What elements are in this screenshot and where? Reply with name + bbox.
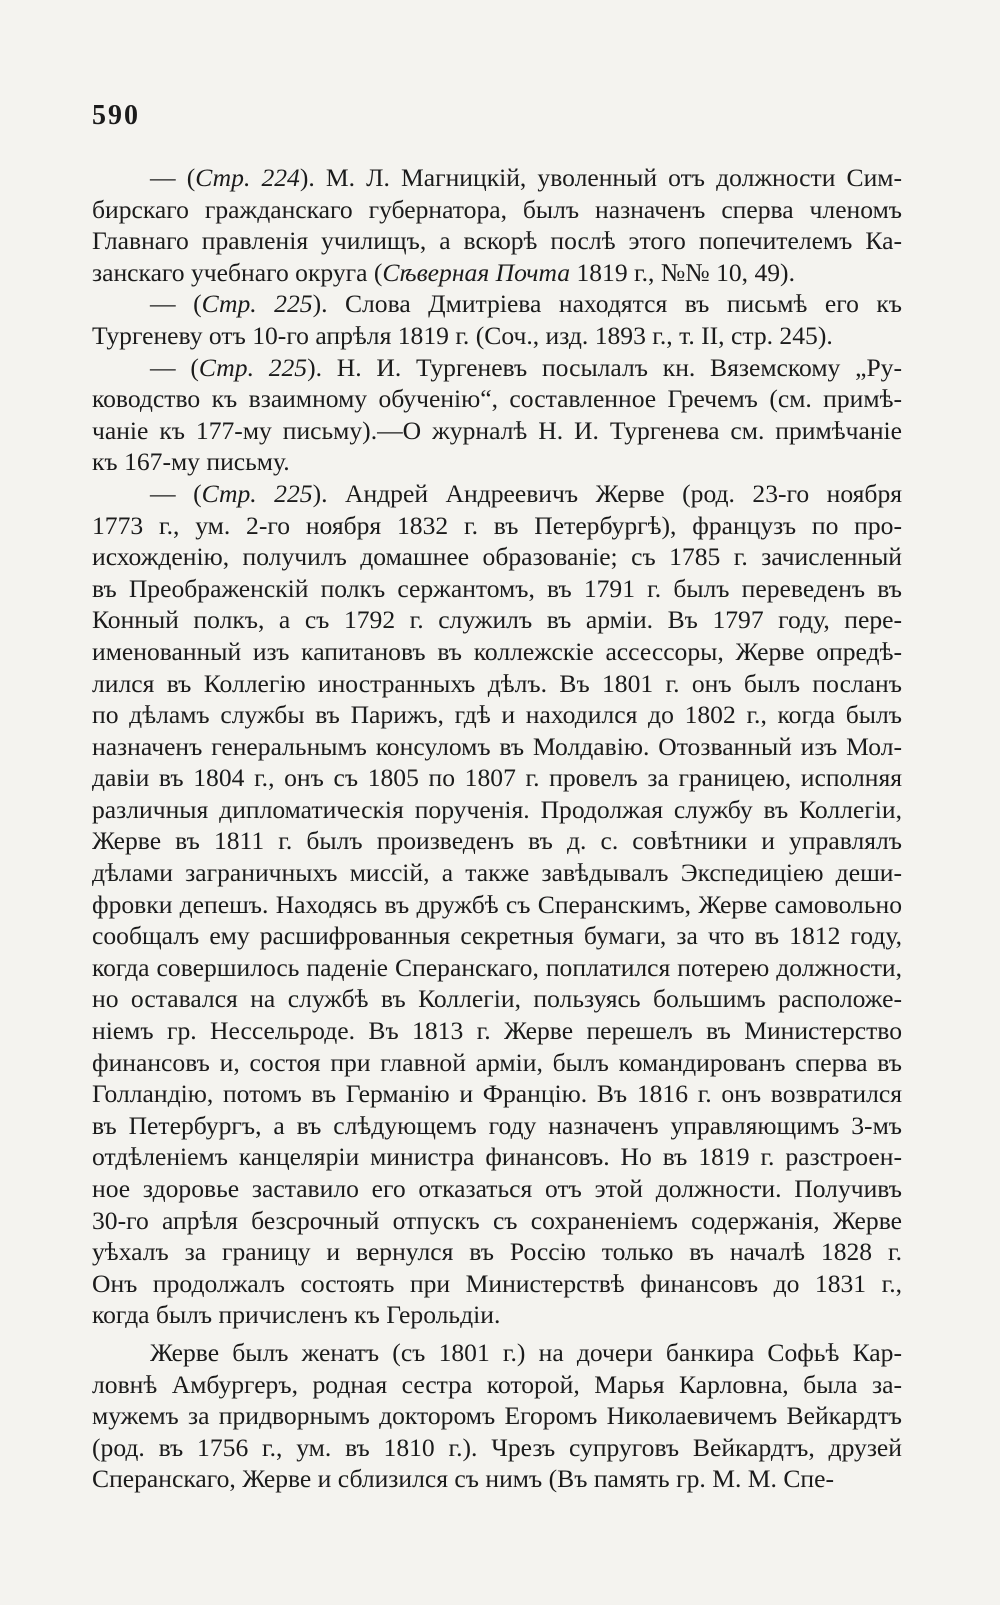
text-line bbox=[92, 225, 902, 257]
text-run: Сперанскаго, Жерве и сблизился съ нимъ (Въ память гр. М. М. Спе- bbox=[92, 1464, 834, 1494]
text-line bbox=[92, 1463, 902, 1495]
text-run: 30-го апрѣля безсрочный отпускъ съ сохраненіемъ содержанія, Жерве bbox=[92, 1205, 902, 1235]
text-run: ). Андрей Андреевичъ Жерве (род. 23-го ноября bbox=[312, 478, 903, 508]
text-line bbox=[92, 541, 902, 573]
text-run: ніемъ гр. Нессельроде. Въ 1813 г. Жерве перешелъ въ Министерство bbox=[92, 1016, 902, 1046]
text-line bbox=[92, 478, 902, 510]
text-run: мужемъ за придворнымъ докторомъ Егоромъ Николаевичемъ Вейкардтъ bbox=[92, 1401, 902, 1431]
text-run: уѣхалъ за границу и вернулся въ Россію только въ началѣ 1828 г. bbox=[92, 1237, 902, 1267]
italic-reference: Стр. 225 bbox=[201, 289, 313, 319]
text-line bbox=[92, 194, 902, 226]
text-run: Жерве въ 1811 г. былъ произведенъ въ д. с. совѣтники и управлялъ bbox=[92, 826, 902, 856]
text-line bbox=[92, 1432, 902, 1464]
text-line bbox=[92, 668, 902, 700]
text-line bbox=[92, 1400, 902, 1432]
text-line bbox=[92, 604, 902, 636]
paragraph bbox=[92, 288, 902, 351]
text-line bbox=[92, 889, 902, 921]
text-line bbox=[92, 1299, 902, 1331]
paragraph bbox=[92, 162, 902, 288]
text-run: Онъ продолжалъ состоять при Министерствѣ финансовъ до 1831 г., bbox=[92, 1268, 902, 1298]
text-line bbox=[92, 573, 902, 605]
text-line bbox=[92, 1015, 902, 1047]
text-line bbox=[92, 1078, 902, 1110]
text-run: финансовъ и, состоя при главной арміи, былъ командированъ сперва въ bbox=[92, 1047, 902, 1077]
text-line bbox=[92, 1141, 902, 1173]
text-line bbox=[92, 952, 902, 984]
text-run: ). Н. И. Тургеневъ посылалъ кн. Вяземскому „Ру- bbox=[307, 352, 902, 382]
text-run: давіи въ 1804 г., онъ съ 1805 по 1807 г. провелъ за границею, исполняя bbox=[92, 763, 902, 793]
text-run: но оставался на службѣ въ Коллегіи, пользуясь большимъ расположе- bbox=[92, 984, 902, 1014]
text-line bbox=[92, 288, 902, 320]
text-run: къ 167-му письму. bbox=[92, 447, 290, 477]
text-line bbox=[92, 920, 902, 952]
text-run: различныя дипломатическія порученія. Продолжая службу въ Коллегіи, bbox=[92, 794, 902, 824]
text-run: фровки депешъ. Находясь въ дружбѣ съ Сперанскимъ, Жерве самовольно bbox=[92, 889, 902, 919]
italic-reference: Сѣверная Почта bbox=[382, 257, 571, 287]
text-line bbox=[92, 446, 902, 478]
text-run: Конный полкъ, а съ 1792 г. служилъ въ арміи. Въ 1797 году, пере- bbox=[92, 605, 902, 635]
text-run: занскаго учебнаго округа ( bbox=[92, 257, 383, 287]
text-run: по дѣламъ службы въ Парижъ, гдѣ и находился до 1802 г., когда былъ bbox=[92, 700, 902, 730]
text-line bbox=[92, 383, 902, 415]
page-number: 590 bbox=[92, 100, 140, 131]
text-run: бирскаго гражданскаго губернатора, былъ назначенъ сперва членомъ bbox=[92, 194, 902, 224]
text-run: Голландію, потомъ въ Германію и Францію. Въ 1816 г. онъ возвратился bbox=[92, 1079, 902, 1109]
text-run: исхожденію, получилъ домашнее образованіе; съ 1785 г. зачисленный bbox=[92, 542, 902, 572]
text-run: когда совершилось паденіе Сперанскаго, поплатился потерею должности, bbox=[92, 952, 902, 982]
text-line bbox=[92, 857, 902, 889]
text-line bbox=[92, 1110, 902, 1142]
text-line bbox=[92, 794, 902, 826]
text-run: отдѣленіемъ канцеляріи министра финансовъ. Но въ 1819 г. разстроен- bbox=[92, 1142, 902, 1172]
paragraph bbox=[92, 1337, 902, 1495]
text-line bbox=[92, 1047, 902, 1079]
italic-reference: Стр. 225 bbox=[201, 478, 313, 508]
text-run: ). М. Л. Магницкій, уволенный отъ должности Сим- bbox=[299, 163, 903, 192]
text-run: лился въ Коллегію иностранныхъ дѣлъ. Въ 1801 г. онъ былъ посланъ bbox=[92, 668, 902, 698]
italic-reference: Стр. 224 bbox=[195, 163, 300, 192]
text-line bbox=[92, 825, 902, 857]
text-run: Тургеневу отъ 10-го апрѣля 1819 г. (Соч., изд. 1893 г., т. II, стр. 245). bbox=[92, 320, 833, 350]
text-run: дѣлами заграничныхъ миссій, а также завѣдывалъ Экспедиціею деши- bbox=[92, 858, 902, 888]
text-run: 1773 г., ум. 2-го ноября 1832 г. въ Петербургѣ), французъ по про- bbox=[92, 510, 902, 540]
page-text bbox=[92, 162, 902, 1495]
text-run: ловнѣ Амбургеръ, родная сестра которой, Марья Карловна, была за- bbox=[92, 1369, 902, 1399]
text-line bbox=[92, 1236, 902, 1268]
text-run: ководство къ взаимному обученію“, составленное Гречемъ (см. примѣ- bbox=[92, 384, 902, 414]
text-run: — ( bbox=[150, 163, 196, 192]
text-run: назначенъ генеральнымъ консуломъ въ Молдавію. Отозванный изъ Мол- bbox=[92, 731, 902, 761]
text-line bbox=[92, 1369, 902, 1401]
text-run: именованный изъ капитановъ въ коллежскіе ассессоры, Жерве опредѣ- bbox=[92, 636, 902, 666]
text-line bbox=[92, 352, 902, 384]
paragraph bbox=[92, 478, 902, 1331]
text-run: въ Преображенскій полкъ сержантомъ, въ 1791 г. былъ переведенъ въ bbox=[92, 573, 902, 603]
text-line bbox=[92, 510, 902, 542]
text-run: сообщалъ ему расшифрованныя секретныя бумаги, за что въ 1812 году, bbox=[92, 921, 902, 951]
text-run: Жерве былъ женатъ (съ 1801 г.) на дочери банкира Софьѣ Кар- bbox=[150, 1337, 902, 1367]
book-page bbox=[92, 100, 902, 1495]
text-line bbox=[92, 731, 902, 763]
text-run: ное здоровье заставило его отказаться отъ этой должности. Получивъ bbox=[92, 1174, 902, 1203]
text-line bbox=[92, 162, 902, 194]
text-run: — ( bbox=[150, 289, 202, 319]
text-run: ). Слова Дмитріева находятся въ письмѣ его къ bbox=[312, 289, 903, 319]
text-run: 1819 г., №№ 10, 49). bbox=[570, 257, 795, 287]
text-run: — ( bbox=[150, 478, 202, 508]
text-run: чаніе къ 177-му письму).—О журналѣ Н. И. Тургенева см. примѣчаніе bbox=[92, 415, 902, 445]
text-run: Главнаго правленія училищъ, а вскорѣ послѣ этого попечителемъ Ка- bbox=[92, 226, 902, 256]
paragraph bbox=[92, 352, 902, 478]
text-run: — ( bbox=[150, 352, 199, 382]
text-line bbox=[92, 320, 902, 352]
text-run: когда былъ причисленъ къ Герольдіи. bbox=[92, 1300, 501, 1330]
italic-reference: Стр. 225 bbox=[198, 352, 308, 382]
text-line bbox=[92, 1268, 902, 1300]
text-line bbox=[92, 1205, 902, 1237]
text-line bbox=[92, 1173, 902, 1205]
text-line bbox=[92, 699, 902, 731]
text-line bbox=[92, 415, 902, 447]
text-line bbox=[92, 636, 902, 668]
text-run: (род. въ 1756 г., ум. въ 1810 г.). Чрезъ супруговъ Вейкардтъ, друзей bbox=[92, 1432, 902, 1462]
text-line bbox=[92, 983, 902, 1015]
text-line bbox=[92, 257, 902, 289]
text-line bbox=[92, 762, 902, 794]
text-run: въ Петербургъ, а въ слѣдующемъ году назначенъ управляющимъ 3-мъ bbox=[92, 1110, 902, 1140]
text-line bbox=[92, 1337, 902, 1369]
